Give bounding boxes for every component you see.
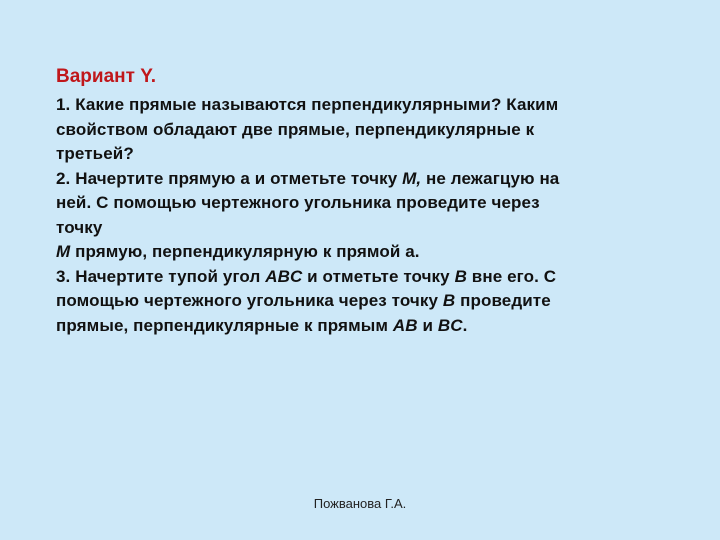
task-3-text-b: и отметьте точку — [307, 266, 450, 286]
text-line-1: 1. Какие прямые называются перпендикулярными? Каким — [56, 95, 559, 114]
text-line-4 — [56, 167, 676, 192]
point-m-label: M, — [402, 168, 422, 188]
line-bc-label: BC — [437, 315, 463, 335]
task-3-text-c: вне его. С — [471, 266, 557, 286]
task-2-text-b: не лежагцую на — [426, 168, 560, 188]
task-3-text-d: помощью чертежного угольника через точку — [56, 291, 439, 310]
text-line-7 — [56, 240, 676, 265]
task-3-text-f: прямые, перпендикулярные к прямым — [56, 315, 389, 335]
point-m-label-2: M — [56, 242, 71, 261]
task-3-text-e: проведите — [460, 291, 551, 310]
task-2-text-c: прямую, перпендикулярную к прямой а. — [75, 242, 420, 261]
slide-body — [56, 93, 676, 338]
angle-abc-label: ABC — [265, 266, 303, 286]
slide-content — [56, 64, 676, 338]
text-line-2: свойством обладают две прямые, перпендикулярные к — [56, 119, 535, 139]
text-line-6: точку — [56, 217, 103, 237]
text-line-9 — [56, 289, 676, 314]
slide-title: Вариант Y. — [56, 66, 157, 87]
text-line-8 — [56, 265, 676, 290]
text-line-3: третьей? — [56, 144, 134, 163]
slide-footer: Пожванова Г.А. — [313, 496, 407, 511]
task-3-period: . — [462, 315, 468, 335]
point-b-label: B — [454, 266, 467, 286]
task-2-text-a: 2. Начертите прямую а и отметьте точку — [56, 168, 398, 188]
text-line-10 — [56, 314, 676, 339]
line-ab-label: AB — [392, 315, 418, 335]
point-b-label-2: B — [442, 291, 456, 310]
text-line-5: ней. С помощью чертежного угольника проведите через — [56, 193, 540, 212]
task-3-text-g: и — [422, 315, 434, 335]
task-3-text-a: 3. Начертите тупой угол — [56, 266, 261, 286]
